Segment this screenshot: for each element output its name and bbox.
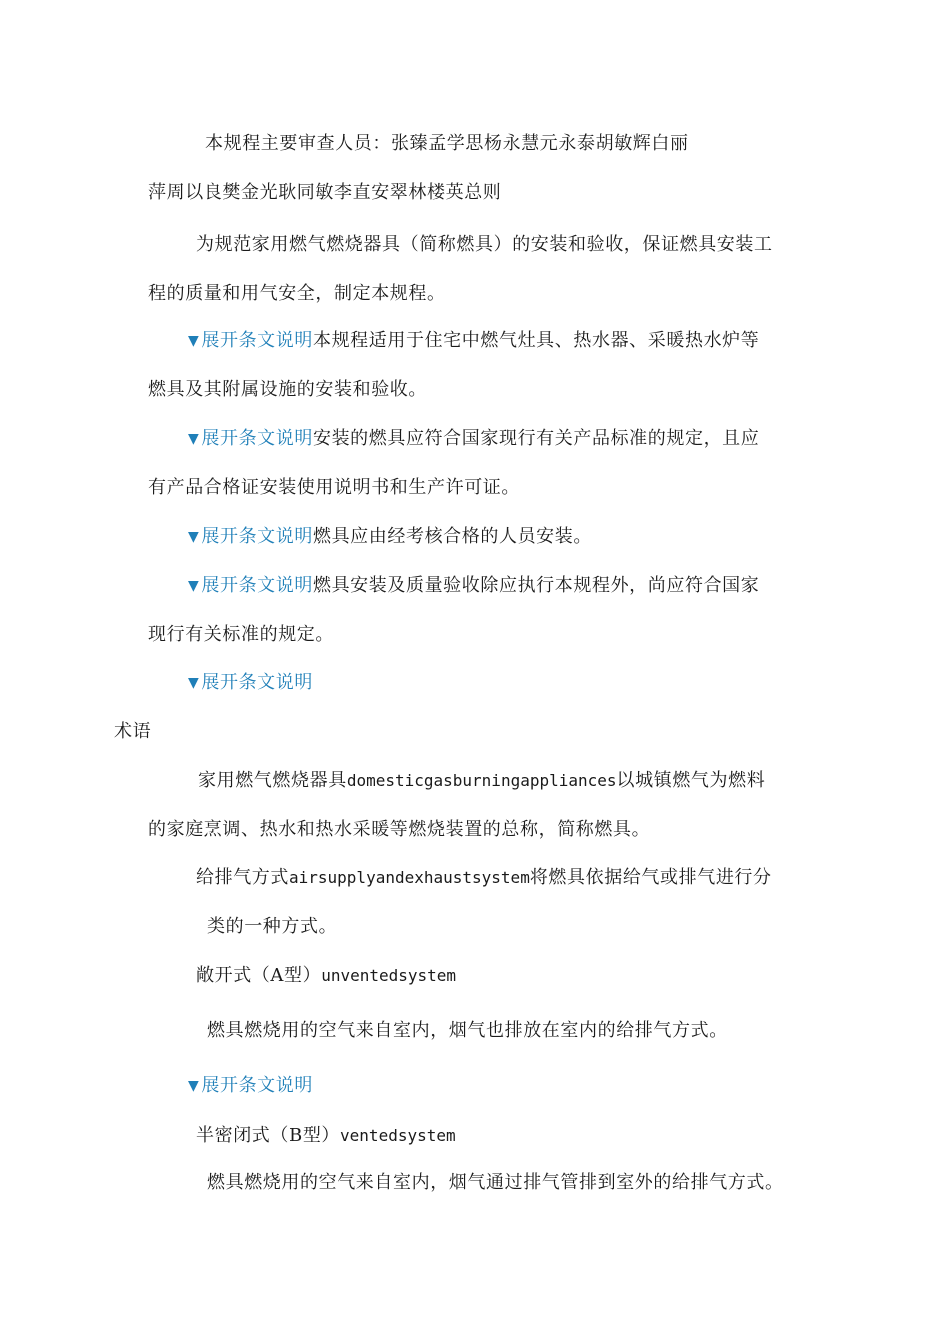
expand-explanation-label: 展开条文说明 bbox=[201, 575, 313, 596]
term-supply-exhaust-definition: 将燃具依据给气或排气进行分 bbox=[529, 867, 772, 888]
term-appliance-definition: 以城镇燃气为燃料 bbox=[616, 770, 766, 791]
term-supply-exhaust-cn: 给排气方式 bbox=[196, 867, 289, 888]
expand-explanation-label: 展开条文说明 bbox=[201, 672, 313, 693]
expand-explanation-toggle[interactable] bbox=[188, 1075, 313, 1096]
triangle-down-icon: ▼ bbox=[188, 333, 200, 349]
term-vented-definition: 燃具燃烧用的空气来自室内，烟气通过排气管排到室外的给排气方式。 bbox=[207, 1172, 784, 1193]
expand-explanation-toggle[interactable] bbox=[188, 575, 313, 596]
term-appliance-cn: 家用燃气燃烧器具 bbox=[198, 770, 347, 791]
triangle-down-icon: ▼ bbox=[188, 675, 200, 691]
triangle-down-icon: ▼ bbox=[188, 529, 200, 545]
standards-paragraph-line-1 bbox=[188, 427, 759, 451]
expand-explanation-label: 展开条文说明 bbox=[201, 1075, 313, 1096]
expand-explanation-label: 展开条文说明 bbox=[201, 330, 313, 351]
term-unvented-en: unventedsystem bbox=[321, 966, 457, 985]
reviewers-line-1: 本规程主要审查人员：张臻孟学思杨永慧元永泰胡敏辉白丽 bbox=[205, 133, 689, 154]
term-unvented-cn: 敞开式（A型） bbox=[196, 965, 322, 986]
term-supply-exhaust-line-1 bbox=[196, 866, 772, 890]
term-vented-heading bbox=[196, 1124, 456, 1148]
expand-explanation-toggle[interactable] bbox=[188, 526, 313, 547]
reviewers-line-2: 萍周以良樊金光耿同敏李直安翠林楼英总则 bbox=[148, 182, 502, 203]
scope-paragraph-line-2: 燃具及其附属设施的安装和验收。 bbox=[148, 379, 427, 400]
triangle-down-icon: ▼ bbox=[188, 1078, 200, 1094]
term-appliance-line-1 bbox=[198, 769, 765, 793]
expand-explanation-toggle[interactable] bbox=[188, 428, 313, 449]
standards-text: 安装的燃具应符合国家现行有关产品标准的规定，且应 bbox=[312, 428, 760, 449]
expand-explanation-toggle[interactable] bbox=[188, 330, 313, 351]
term-unvented-heading bbox=[196, 964, 456, 988]
scope-text: 本规程适用于住宅中燃气灶具、热水器、采暖热水炉等 bbox=[312, 330, 760, 351]
expand-explanation-label: 展开条文说明 bbox=[201, 526, 313, 547]
acceptance-paragraph-line-1 bbox=[188, 574, 759, 598]
triangle-down-icon: ▼ bbox=[188, 578, 200, 594]
purpose-paragraph-line-1: 为规范家用燃气燃烧器具（简称燃具）的安装和验收，保证燃具安装工 bbox=[196, 234, 773, 255]
standalone-toggle-line bbox=[188, 671, 313, 695]
installer-text: 燃具应由经考核合格的人员安装。 bbox=[312, 526, 592, 547]
expand-explanation-toggle[interactable] bbox=[188, 672, 313, 693]
scope-paragraph-line-1 bbox=[188, 329, 759, 353]
term-supply-exhaust-line-2: 类的一种方式。 bbox=[207, 916, 338, 937]
term-vented-cn: 半密闭式（B型） bbox=[196, 1125, 341, 1146]
term-supply-exhaust-en: airsupplyandexhaustsystem bbox=[289, 868, 530, 887]
section-heading-terms: 术语 bbox=[114, 721, 152, 742]
term-appliance-en: domesticgasburningappliances bbox=[346, 771, 617, 790]
term-unvented-definition: 燃具燃烧用的空气来自室内，烟气也排放在室内的给排气方式。 bbox=[207, 1020, 728, 1041]
term-vented-en: ventedsystem bbox=[340, 1126, 456, 1145]
acceptance-paragraph-line-2: 现行有关标准的规定。 bbox=[148, 624, 334, 645]
acceptance-text: 燃具安装及质量验收除应执行本规程外，尚应符合国家 bbox=[312, 575, 760, 596]
purpose-paragraph-line-2: 程的质量和用气安全，制定本规程。 bbox=[148, 283, 446, 304]
expand-explanation-label: 展开条文说明 bbox=[201, 428, 313, 449]
triangle-down-icon: ▼ bbox=[188, 431, 200, 447]
standards-paragraph-line-2: 有产品合格证安装使用说明书和生产许可证。 bbox=[148, 477, 520, 498]
installer-paragraph bbox=[188, 525, 592, 549]
term-appliance-line-2: 的家庭烹调、热水和热水采暖等燃烧装置的总称，简称燃具。 bbox=[148, 819, 651, 840]
term-unvented-toggle-line bbox=[188, 1074, 313, 1098]
